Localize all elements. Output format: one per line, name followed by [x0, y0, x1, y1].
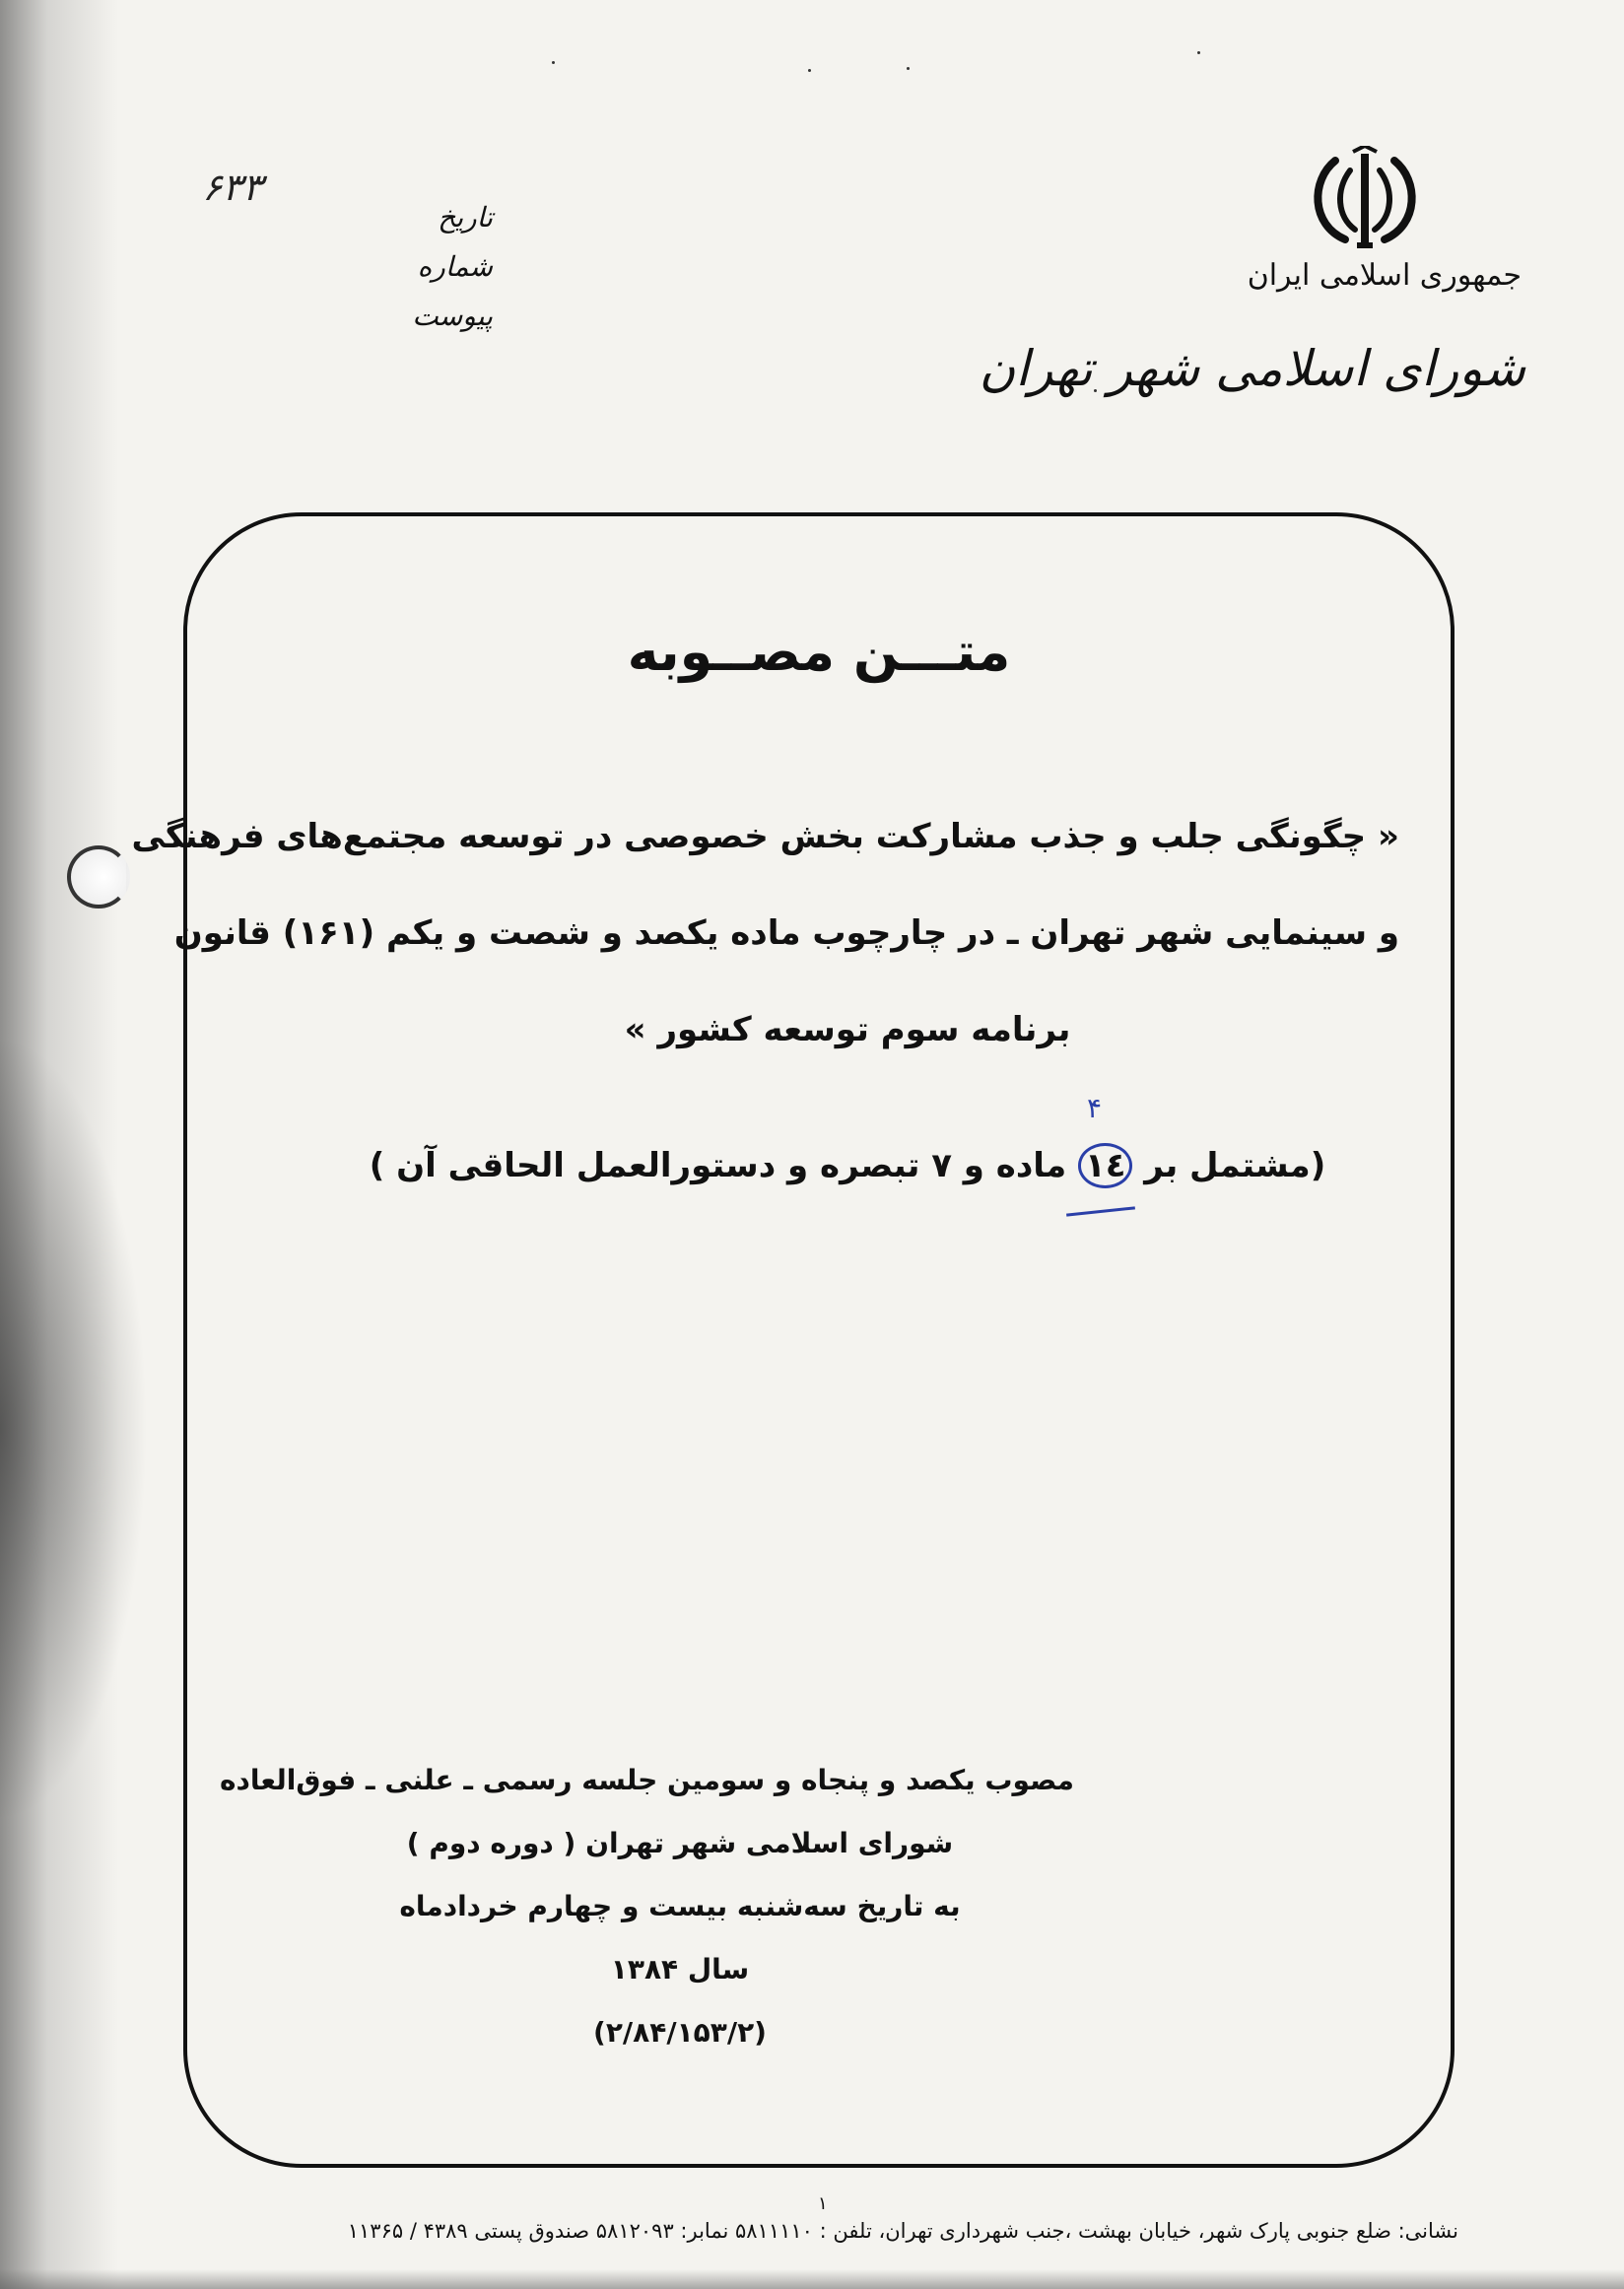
number-label: شماره [417, 250, 493, 283]
circled-article-count: ۱٤ [1078, 1143, 1133, 1188]
date-label: تاریخ [438, 201, 493, 234]
approval-block [220, 1749, 1074, 2064]
approval-line: (۲/۸۴/۱۵۳/۲) [593, 2016, 767, 2049]
approval-line: به تاریخ سه‌شنبه بیست و چهارم خردادماه [399, 1890, 961, 1922]
approval-line: مصوب یکصد و پنجاه و سومین جلسه رسمی ـ علنی ـ فوق‌العاده [220, 1764, 1074, 1796]
iran-emblem-icon [1306, 146, 1424, 254]
meta-labels [414, 193, 493, 341]
handwritten-number: ۶۳۳ [202, 166, 263, 209]
page-number: ۱ [818, 2193, 828, 2214]
subject-line: برنامه سوم توسعه کشور » [624, 1010, 1071, 1049]
subject-line: « چگونگی جلب و جذب مشارکت بخش خصوصی در توسعه مجتمع‌های فرهنگی [131, 817, 1399, 856]
scan-speck [552, 61, 555, 64]
council-name-header: شورای اسلامی شهر تهران [979, 340, 1525, 397]
attachment-label: پیوست [412, 300, 493, 332]
document-scope [296, 1143, 1399, 1188]
punch-hole [67, 845, 130, 909]
document-subject [131, 788, 1399, 1078]
ink-annotation: ۴ [1087, 1092, 1103, 1124]
scan-speck [1197, 51, 1200, 54]
bottom-edge-shadow [0, 2269, 1624, 2289]
scan-speck [907, 67, 910, 70]
approval-line: سال ۱۳۸۴ [610, 1953, 750, 1986]
subject-line: و سینمایی شهر تهران ـ در چارچوب ماده یکصد و شصت و یکم (۱۶۱) قانون [173, 913, 1399, 953]
scan-shadow-lower [0, 1035, 148, 1823]
scope-text-before: (مشتمل بر [1132, 1146, 1326, 1185]
document-title: متـــن مصــوبه [627, 621, 1011, 683]
republic-name: جمهوری اسلامی ایران [1247, 258, 1522, 293]
footer-address: نشانی: ضلع جنوبی پارک شهر، خیابان بهشت ،جنب شهرداری تهران، تلفن : ۵۸۱۱۱۱۰ نمابر: ۵۸۱۲۰۹۳ صندوق پستی ۴۳۸۹ / ۱۱۳۶۵ [347, 2219, 1458, 2243]
scope-text-after: ماده و ۷ تبصره و دستورالعمل الحاقی آن ) [369, 1146, 1078, 1185]
approval-line: شورای اسلامی شهر تهران ( دوره دوم ) [406, 1827, 954, 1859]
scan-speck [808, 69, 811, 72]
